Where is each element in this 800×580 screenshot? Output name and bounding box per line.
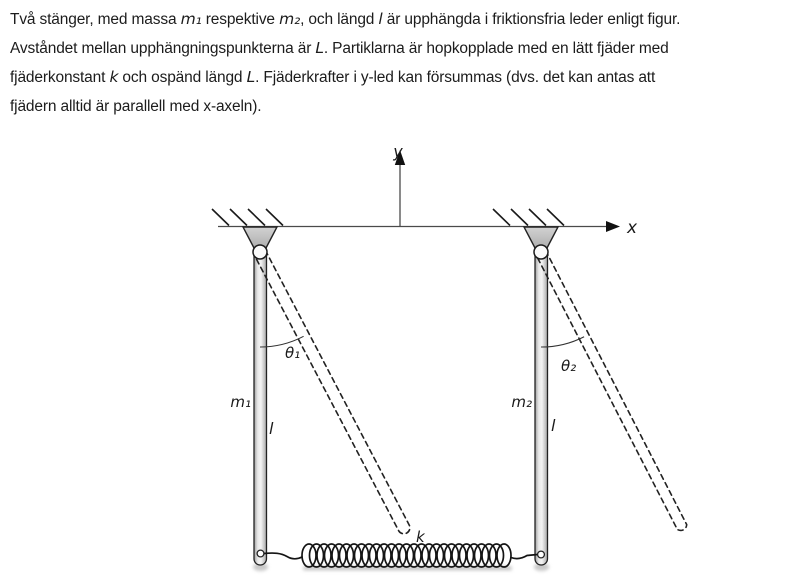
var-L: L (246, 68, 256, 86)
spring-constant-label: k (416, 528, 425, 546)
length2-label: l (551, 416, 556, 435)
theta2-label: θ₂ (561, 357, 577, 375)
pivot-pin-left (253, 245, 267, 259)
spring-wire-right (511, 555, 538, 559)
theta1-label: θ₁ (285, 344, 301, 362)
support-left (212, 209, 283, 248)
x-axis-arrow-icon (606, 221, 620, 232)
mass1-label: m₁ (230, 393, 251, 411)
x-axis-label: x (627, 218, 638, 238)
var-m2: m₂ (279, 10, 301, 28)
rod-1-eyelet (257, 550, 264, 557)
statement-text: . Partiklarna är hopkopplade med en lätt fjäder med (323, 40, 669, 57)
figure-labels (230, 344, 576, 546)
rod-2-eyelet (538, 551, 545, 558)
statement-text: fjäderkonstant (10, 69, 110, 86)
spring-wire-left (264, 553, 302, 559)
length1-label: l (269, 419, 274, 438)
statement-text: , och längd (300, 11, 379, 28)
mass2-label: m₂ (511, 393, 532, 411)
pivot-pin-right (534, 245, 548, 259)
statement-text: fjädern alltid är parallell med x-axeln). (10, 98, 262, 115)
spring (264, 544, 538, 567)
rod-2 (535, 248, 548, 565)
statement-text: Två stänger, med massa (10, 11, 181, 28)
hatching-right (493, 209, 564, 226)
var-k: k (109, 68, 119, 86)
support-right (493, 209, 564, 248)
statement-text: är upphängda i friktionsfria leder enligt figur. (382, 11, 681, 28)
var-m1: m₁ (180, 10, 202, 28)
statement-text: och ospänd längd (118, 69, 247, 86)
var-L: L (315, 39, 324, 57)
statement-text: respektive (201, 11, 280, 28)
y-axis-label: y (393, 142, 403, 161)
spring-coils (302, 544, 511, 567)
rod-1-deflected-dashed (255, 250, 410, 534)
hatching-left (212, 209, 283, 226)
statement-text: Avståndet mellan upphängningspunkterna är (10, 40, 316, 57)
rod-2-deflected-dashed (536, 251, 686, 531)
statement-text: . Fjäderkrafter i y-led kan försummas (dvs. det kan antas att (255, 69, 656, 86)
var-l: l (378, 10, 383, 28)
rod-1 (254, 248, 267, 565)
